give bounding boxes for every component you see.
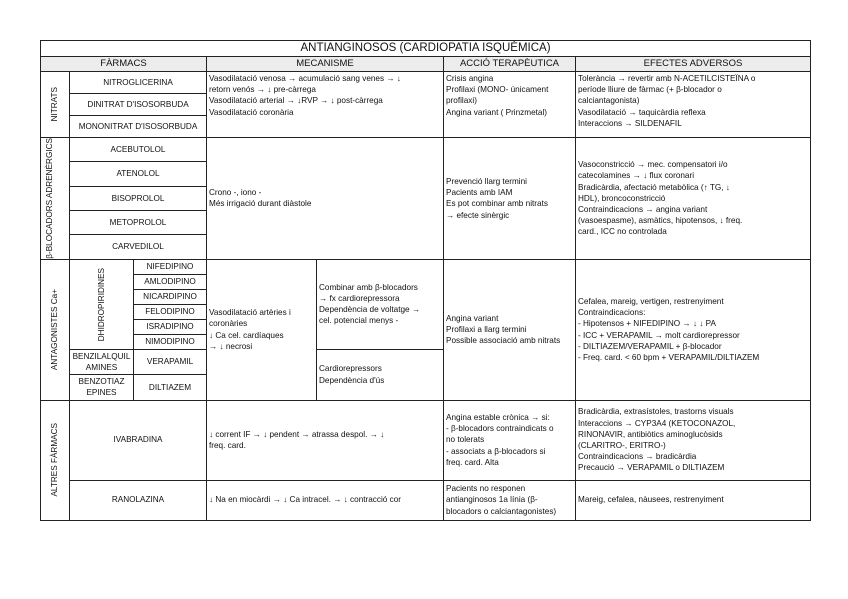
drug-dinitrat: DINITRAT D'ISOSORBUDA [70,94,207,116]
drug-nitroglicerina: NITROGLICERINA [70,72,207,94]
ivabradina-mecanisme: ↓ corrent IF → ↓ pendent → atrassa despol. → ↓ freq. card. [207,400,444,480]
nitrats-efectes: Tolerància → revertir amb N-ACETILCISTEÏNA o període lliure de fàrmac (+ β-blocador o calciantagonista) Vasodilatació → taquicàrdia reflexa Interaccions → SILDENAFIL [576,72,811,138]
bblocadors-efectes: Vasoconstricció → mec. compensatori i/o catecolamines → ↓ flux coronari Bradicàrdia, afectació metabòlica (↑ TG, ↓ HDL), broncoconstricció Contraindicacions → angina variant (vasoespasme), asmàtics, hipotensos, ↓ freq. card., ICC no controlada [576,138,811,260]
subgroup-benzilalquilamines: BENZILALQUIL AMINES [70,349,134,374]
header-mecanisme: MECANISME [207,57,444,72]
ivabradina-efectes: Bradicàrdia, extrasístoles, trastorns visuals Interaccions → CYP3A4 (KETOCONAZOL, RINONAVIR, antibiòtics aminoglucòsids (CLARITRO-, ERITRO-) Contraindicacions → bradicàrdia Precaució → VERAPAMIL o DILTIAZEM [576,400,811,480]
drug-acebutolol: ACEBUTOLOL [70,138,207,162]
group-bblocadors: β-BLOCADORS ADRENÈRGICS [41,138,70,260]
drug-verapamil: VERAPAMIL [134,349,207,374]
antagonistes-accio: Angina variant Profilaxi a llarg termini Possible associació amb nitrats [444,259,576,400]
drug-bisoprolol: BISOPROLOL [70,186,207,210]
antagonistes-mec-nodhp: Cardiorepressors Dependència d'ús [317,349,444,400]
nitrats-mecanisme: Vasodilatació venosa → acumulació sang venes → ↓ retorn venós → ↓ pre-càrrega Vasodilatació arterial → ↓RVP → ↓ post-càrrega Vasodilatació coronària [207,72,444,138]
drug-metoprolol: METOPROLOL [70,211,207,235]
table-title: ANTIANGINOSOS (CARDIOPATIA ISQUÈMICA) [41,41,811,57]
nitrats-accio: Crisis angina Profilaxi (MONO- únicament profilaxi) Angina variant ( Prinzmetal) [444,72,576,138]
ranolazina-efectes: Mareig, cefalea, nàusees, restrenyiment [576,480,811,520]
antagonistes-mec-dhp: Combinar amb β-blocadors → fx cardiorepressora Dependència de voltatge → cel. potencial menys - [317,259,444,349]
ivabradina-accio: Angina estable crònica → si: - β-blocadors contraindicats o no tolerats - associats a β-blocadors si freq. card. Alta [444,400,576,480]
bblocadors-mecanisme: Crono -, iono - Més irrigació durant diàstole [207,138,444,260]
ranolazina-mecanisme: ↓ Na en miocàrdi → ↓ Ca intracel. → ↓ contracció cor [207,480,444,520]
antianginosos-table [40,40,811,521]
drug-isradipino: ISRADIPINO [134,319,207,334]
group-antagonistes: ANTAGONISTES Ca+ [41,259,70,400]
drug-ranolazina: RANOLAZINA [70,480,207,520]
header-accio: ACCIÓ TERAPÈUTICA [444,57,576,72]
ranolazina-accio: Pacients no responen antianginosos 1a línia (β- blocadors o calciantagonistes) [444,480,576,520]
drug-nimodipino: NIMODIPINO [134,334,207,349]
drug-ivabradina: IVABRADINA [70,400,207,480]
subgroup-dhidropiridines: DHIDROPIRIDINES [70,259,134,349]
group-altres: ALTRES FÀRMACS [41,400,70,520]
antagonistes-mecanisme: Vasodilatació artèries i coronàries ↓ Ca cel. cardíaques → ↓ necrosi [207,259,317,400]
header-efectes: EFECTES ADVERSOS [576,57,811,72]
bblocadors-accio: Prevenció llarg termini Pacients amb IAM Es pot combinar amb nitrats → efecte sinèrgic [444,138,576,260]
drug-mononitrat: MONONITRAT D'ISOSORBUDA [70,116,207,138]
drug-felodipino: FELODIPINO [134,304,207,319]
subgroup-benzotiazepines: BENZOTIAZ EPINES [70,375,134,400]
antagonistes-efectes: Cefalea, mareig, vertigen, restrenyiment Contraindicacions: - Hipotensos + NIFEDIPINO → ↓ ↓ PA - ICC + VERAPAMIL → molt cardiorepressor - DILTIAZEM/VERAPAMIL + β-blocador - Freq. card. < 60 bpm + VERAPAMIL/DILTIAZEM [576,259,811,400]
group-nitrats: NITRATS [41,72,70,138]
drug-carvedilol: CARVEDILOL [70,235,207,259]
drug-nifedipino: NIFEDIPINO [134,259,207,274]
header-farmacs: FÀRMACS [41,57,207,72]
drug-atenolol: ATENOLOL [70,162,207,186]
drug-amlodipino: AMLODIPINO [134,274,207,289]
drug-nicardipino: NICARDIPINO [134,289,207,304]
drug-diltiazem: DILTIAZEM [134,375,207,400]
